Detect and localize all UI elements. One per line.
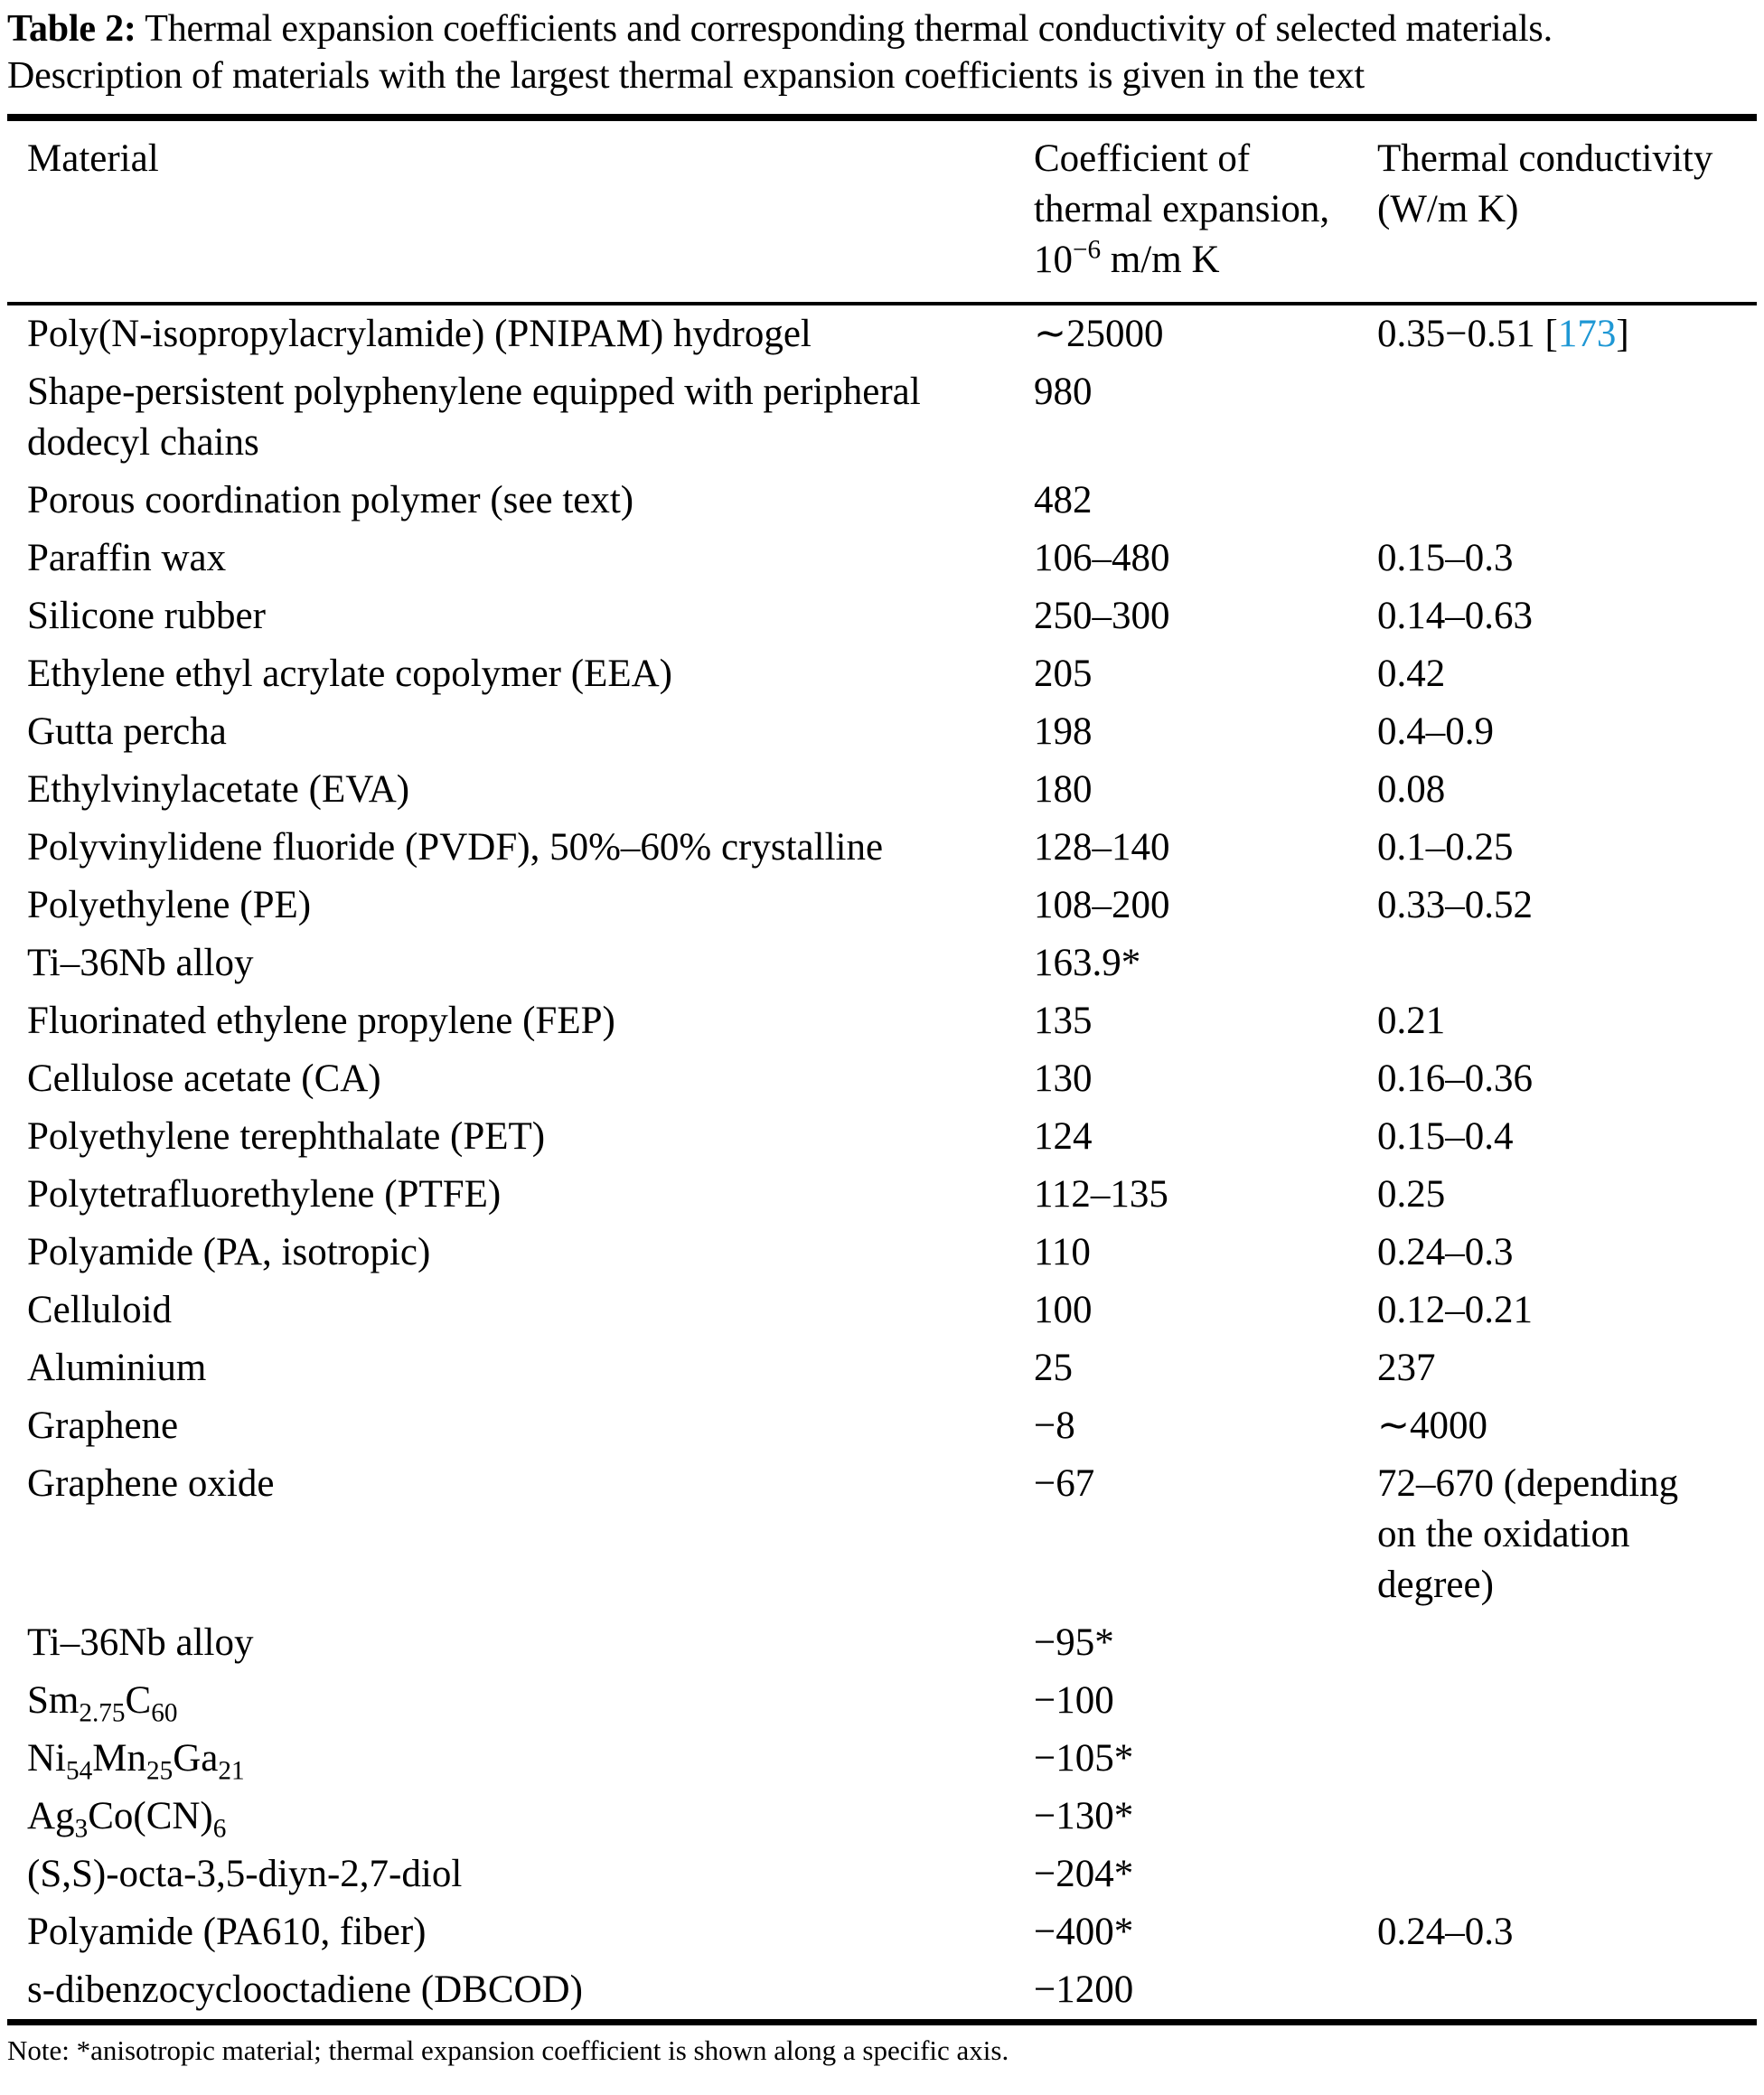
table-row [7, 1108, 1757, 1166]
cell-conductivity [1377, 1730, 1757, 1788]
cell-cte: −100 [1034, 1679, 1114, 1722]
cell-cte: 980 [1034, 371, 1093, 413]
cell-cte: 25 [1034, 1347, 1073, 1389]
table-row [7, 1166, 1757, 1224]
cell-cte: 112–135 [1034, 1173, 1168, 1216]
cell-cte: 180 [1034, 768, 1093, 811]
cell-material: Graphene [27, 1404, 179, 1447]
cell-material: Poly(N-isopropylacrylamide) (PNIPAM) hydrogel [27, 313, 812, 355]
cell-material: Porous coordination polymer (see text) [27, 479, 634, 521]
table-row [7, 703, 1757, 761]
cell-cte: 110 [1034, 1231, 1091, 1273]
cell-conductivity: 72–670 (depending on the oxidation degree) [1377, 1462, 1679, 1606]
cell-cte: 130 [1034, 1057, 1093, 1100]
cell-cte: 482 [1034, 479, 1093, 521]
cell-conductivity [1377, 1961, 1757, 2023]
table-row [7, 1050, 1757, 1108]
cell-material: Polyamide (PA, isotropic) [27, 1231, 431, 1273]
cell-material: Fluorinated ethylene propylene (FEP) [27, 1000, 615, 1042]
table-row [7, 1397, 1757, 1455]
cell-cte: 135 [1034, 1000, 1093, 1042]
cell-cte: 198 [1034, 710, 1093, 753]
table-row [7, 1282, 1757, 1339]
cell-cte: 205 [1034, 653, 1093, 695]
cell-cte: −1200 [1034, 1968, 1134, 2011]
table-row [7, 819, 1757, 877]
cell-material: Polyvinylidene fluoride (PVDF), 50%–60% crystalline [27, 826, 884, 869]
table-row [7, 587, 1757, 645]
table-row [7, 992, 1757, 1050]
table-row [7, 530, 1757, 587]
cell-conductivity: 0.24–0.3 [1377, 1231, 1514, 1273]
cell-material: Graphene oxide [27, 1462, 275, 1505]
cell-cte: −204* [1034, 1853, 1134, 1895]
cell-conductivity [1377, 1672, 1757, 1730]
cell-cte: 128–140 [1034, 826, 1170, 869]
table-row [7, 1846, 1757, 1903]
cell-conductivity: 0.12–0.21 [1377, 1289, 1533, 1331]
reference-link[interactable]: 173 [1557, 313, 1617, 355]
cell-conductivity: 0.25 [1377, 1173, 1446, 1216]
table-header [7, 117, 1757, 304]
cell-conductivity: 0.14–0.63 [1377, 595, 1533, 637]
cell-material: Cellulose acetate (CA) [27, 1057, 381, 1100]
table-caption-line1 [7, 8, 1553, 50]
cell-material: s-dibenzocyclooctadiene (DBCOD) [27, 1968, 583, 2011]
col-header-material: Material [27, 137, 159, 180]
cell-conductivity: 0.08 [1377, 768, 1446, 811]
cell-material: Celluloid [27, 1289, 173, 1331]
cell-material: $Ag_3Co(CN)_6$ [27, 1795, 227, 1844]
cell-conductivity: 0.1–0.25 [1377, 826, 1514, 869]
cell-conductivity [1377, 1614, 1757, 1672]
cell-material: (S,S)-octa-3,5-diyn-2,7-diol [27, 1853, 463, 1895]
table-row [7, 877, 1757, 935]
table-footnote: Note: *anisotropic material; thermal expansion coefficient is shown along a specific axis. [7, 2034, 1009, 2066]
cell-material: Gutta percha [27, 710, 227, 753]
cell-cte: −400* [1034, 1911, 1134, 1953]
table-row [7, 645, 1757, 703]
table-row [7, 935, 1757, 992]
col-header-cte: Coefficient of thermal expansion, $10^{-6}$ m/m K [1034, 137, 1330, 281]
cell-conductivity: 0.16–0.36 [1377, 1057, 1533, 1100]
cell-material: Paraffin wax [27, 537, 227, 579]
cell-conductivity [1377, 935, 1757, 992]
table-row [7, 363, 1757, 472]
cell-material: Ti–36Nb alloy [27, 942, 254, 984]
cell-cte: −130* [1034, 1795, 1134, 1837]
cell-material: $Ni_{54}Mn_{25}Ga_{21}$ [27, 1737, 245, 1786]
table-caption-text-2: Description of materials with the largest thermal expansion coefficients is given in the text [7, 55, 1365, 97]
cell-cte: 106–480 [1034, 537, 1170, 579]
cell-cte: 108–200 [1034, 884, 1170, 926]
cell-conductivity: 0.35−0.51 [173] [1377, 313, 1629, 355]
cell-material: Polyethylene (PE) [27, 884, 312, 926]
cell-material: Polyamide (PA610, fiber) [27, 1911, 427, 1953]
materials-table [7, 114, 1757, 2025]
cell-cte: 163.9* [1034, 942, 1141, 984]
table-row [7, 1339, 1757, 1397]
cell-conductivity [1377, 472, 1757, 530]
cell-cte: −105* [1034, 1737, 1134, 1780]
col-header-conductivity: Thermal conductivity (W/m K) [1377, 137, 1713, 230]
cell-material: Polytetrafluorethylene (PTFE) [27, 1173, 502, 1216]
cell-material: Ethylene ethyl acrylate copolymer (EEA) [27, 653, 672, 695]
cell-material: Aluminium [27, 1347, 207, 1389]
cell-cte: 100 [1034, 1289, 1093, 1331]
cell-conductivity: 0.24–0.3 [1377, 1911, 1514, 1953]
cell-conductivity: 0.21 [1377, 1000, 1446, 1042]
cell-conductivity: 0.15–0.4 [1377, 1115, 1514, 1158]
table-row [7, 1788, 1757, 1846]
table-row [7, 1903, 1757, 1961]
cell-material: Shape-persistent polyphenylene equipped with peripheral dodecyl chains [27, 371, 921, 464]
table-row [7, 1730, 1757, 1788]
cell-conductivity [1377, 1788, 1757, 1846]
cell-cte: −8 [1034, 1404, 1075, 1447]
cell-material: Silicone rubber [27, 595, 266, 637]
cell-material: Ti–36Nb alloy [27, 1621, 254, 1664]
table-caption-label: Table 2: [7, 8, 136, 50]
cell-conductivity: 0.4–0.9 [1377, 710, 1494, 753]
cell-conductivity: 0.15–0.3 [1377, 537, 1514, 579]
cell-cte: 124 [1034, 1115, 1093, 1158]
header-row [7, 117, 1757, 304]
cell-material: Ethylvinylacetate (EVA) [27, 768, 410, 811]
cell-material: Polyethylene terephthalate (PET) [27, 1115, 546, 1158]
cell-conductivity: ∼4000 [1377, 1404, 1488, 1447]
cell-cte: 250–300 [1034, 595, 1170, 637]
table-row [7, 472, 1757, 530]
table-row [7, 1961, 1757, 2023]
cell-cte: ∼25000 [1034, 313, 1164, 355]
cell-material: $Sm_{2.75}C_{60}$ [27, 1679, 178, 1728]
cell-cte: −95* [1034, 1621, 1114, 1664]
cell-conductivity: 237 [1377, 1347, 1436, 1389]
table-row [7, 1614, 1757, 1672]
cell-conductivity [1377, 363, 1757, 472]
cell-cte: −67 [1034, 1462, 1095, 1505]
cell-conductivity: 0.42 [1377, 653, 1446, 695]
table-row [7, 1672, 1757, 1730]
table-body [7, 304, 1757, 2023]
table-row [7, 1224, 1757, 1282]
cell-conductivity [1377, 1846, 1757, 1903]
cell-conductivity: 0.33–0.52 [1377, 884, 1533, 926]
table-caption [7, 5, 1757, 99]
table-row [7, 1455, 1757, 1614]
table-row [7, 304, 1757, 363]
table-row [7, 761, 1757, 819]
table-caption-text-1: Thermal expansion coefficients and corresponding thermal conductivity of selected materials. [145, 8, 1553, 50]
